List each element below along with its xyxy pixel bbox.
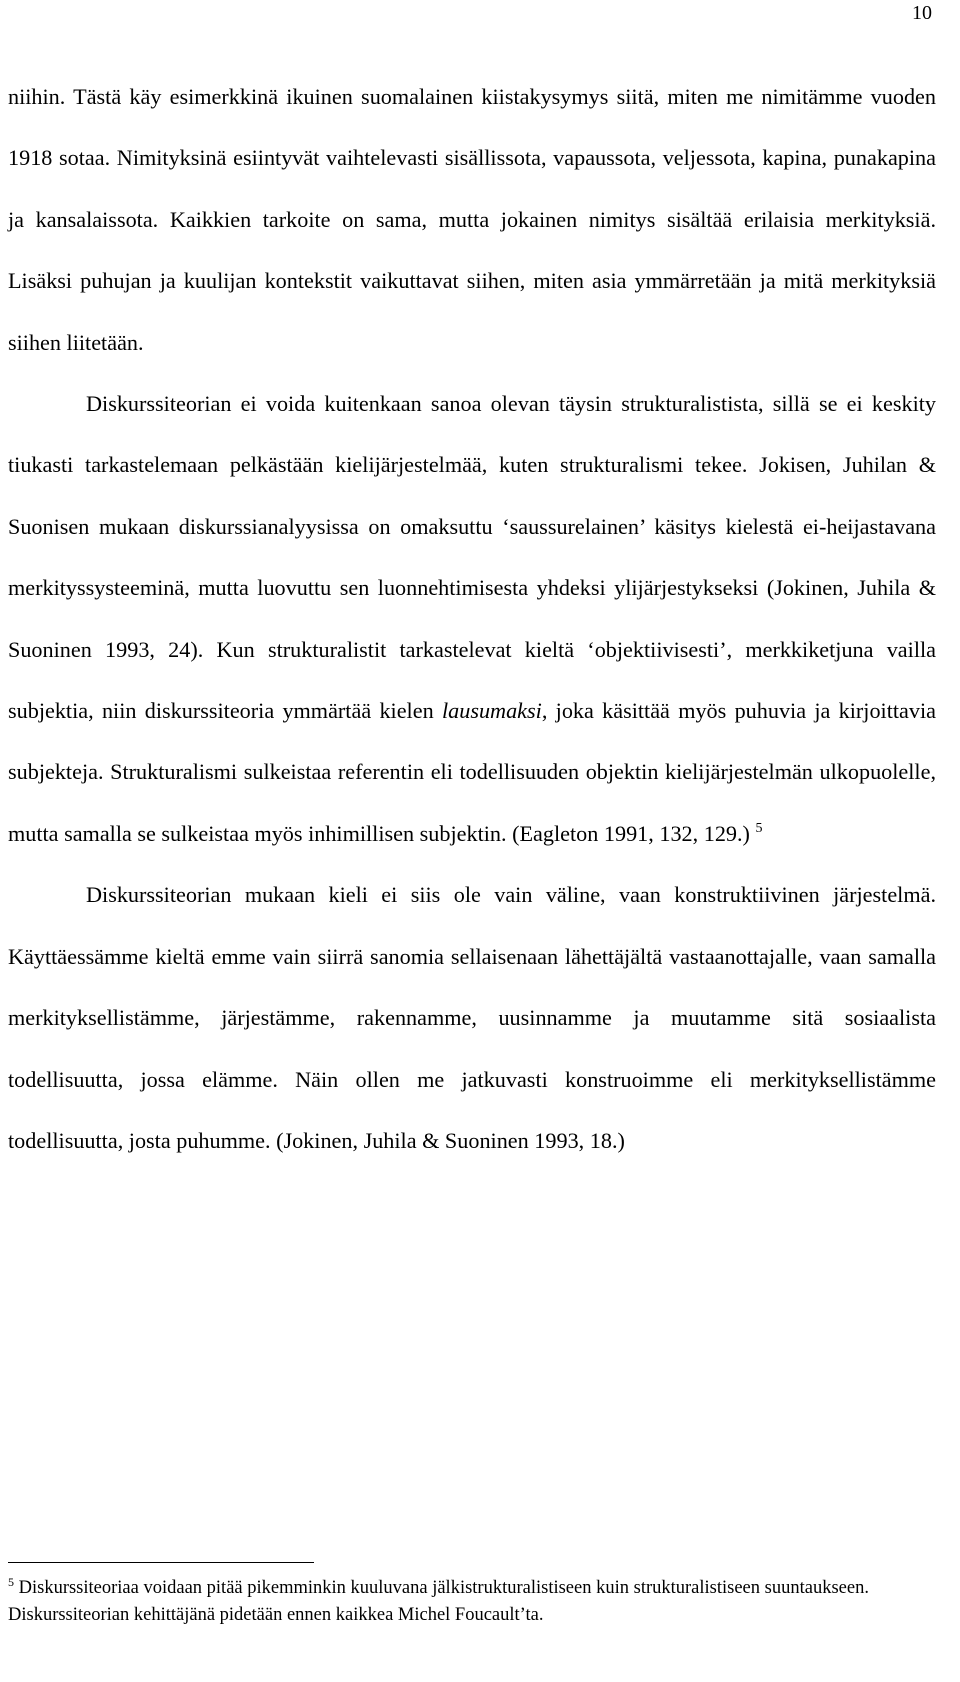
paragraph-2-text-b: , joka käsittää myös puhuvia ja kirjoittavia subjekteja. Strukturalismi sulkeistaa referentin eli todellisuuden objektin kielijärjestelmän ulkopuolelle, mutta samalla se sulkeistaa myös inhimillisen subjektin. (Eagleton 1991, 132, 129.) <box>8 698 937 846</box>
footnote-text: Diskurssiteoriaa voidaan pitää pikemminkin kuuluvana jälkistrukturalistiseen kuin strukturalistiseen suuntaukseen. Diskurssiteorian kehittäjänä pidetään ennen kaikkea Michel Foucault’ta. <box>8 1578 869 1625</box>
paragraph-2 <box>8 373 936 864</box>
paragraph-1: niihin. Tästä käy esimerkkinä ikuinen suomalainen kiistakysymys siitä, miten me nimitämme vuoden 1918 sotaa. Nimityksinä esiintyvät vaihtelevasti sisällissota, vapaussota, veljessota, kapina, punakapina ja kansalaissota. Kaikkien tarkoite on sama, mutta jokainen nimitys sisältää erilaisia merkityksiä. Lisäksi puhujan ja kuulijan kontekstit vaikuttavat siihen, miten asia ymmärretään ja mitä merkityksiä siihen liitetään. <box>8 84 936 355</box>
paragraph-3: Diskurssiteorian mukaan kieli ei siis ole vain väline, vaan konstruktiivinen järjestelmä. Käyttäessämme kieltä emme vain siirrä sanomia sellaisenaan lähettäjältä vastaanottajalle, vaan samalla merkityksellistämme, järjestämme, rakennamme, uusinnamme ja muutamme sitä sosiaalista todellisuutta, jossa elämme. Näin ollen me jatkuvasti konstruoimme eli merkityksellistämme todellisuutta, josta puhumme. (Jokinen, Juhila & Suoninen 1993, 18.) <box>8 882 936 1153</box>
paragraph-2-text-a: Diskurssiteorian ei voida kuitenkaan sanoa olevan täysin strukturalistista, sillä se ei keskity tiukasti tarkastelemaan pelkästään kielijärjestelmää, kuten strukturalismi tekee. Jokisen, Juhilan & Suonisen mukaan diskurssianalyysissa on omaksuttu ‘saussurelainen’ käsitys kielestä ei-heijastavana merkityssysteeminä, mutta luovuttu sen luonnehtimisesta yhdeksi ylijärjestykseksi (Jokinen, Juhila & Suoninen 1993, 24). Kun strukturalistit tarkastelevat kieltä ‘objektiivisesti’, merkkiketjuna vailla subjektia, niin diskurssiteoria ymmärtää kielen <box>8 391 936 724</box>
paragraph-2-italic-term: lausumaksi <box>441 698 542 724</box>
body-text <box>8 66 936 1171</box>
footnote-reference[interactable]: 5 <box>755 820 763 836</box>
footnote <box>8 1575 936 1629</box>
footnote-separator <box>8 1562 314 1563</box>
page-number: 10 <box>912 2 932 24</box>
footnote-mark: 5 <box>8 1575 14 1589</box>
